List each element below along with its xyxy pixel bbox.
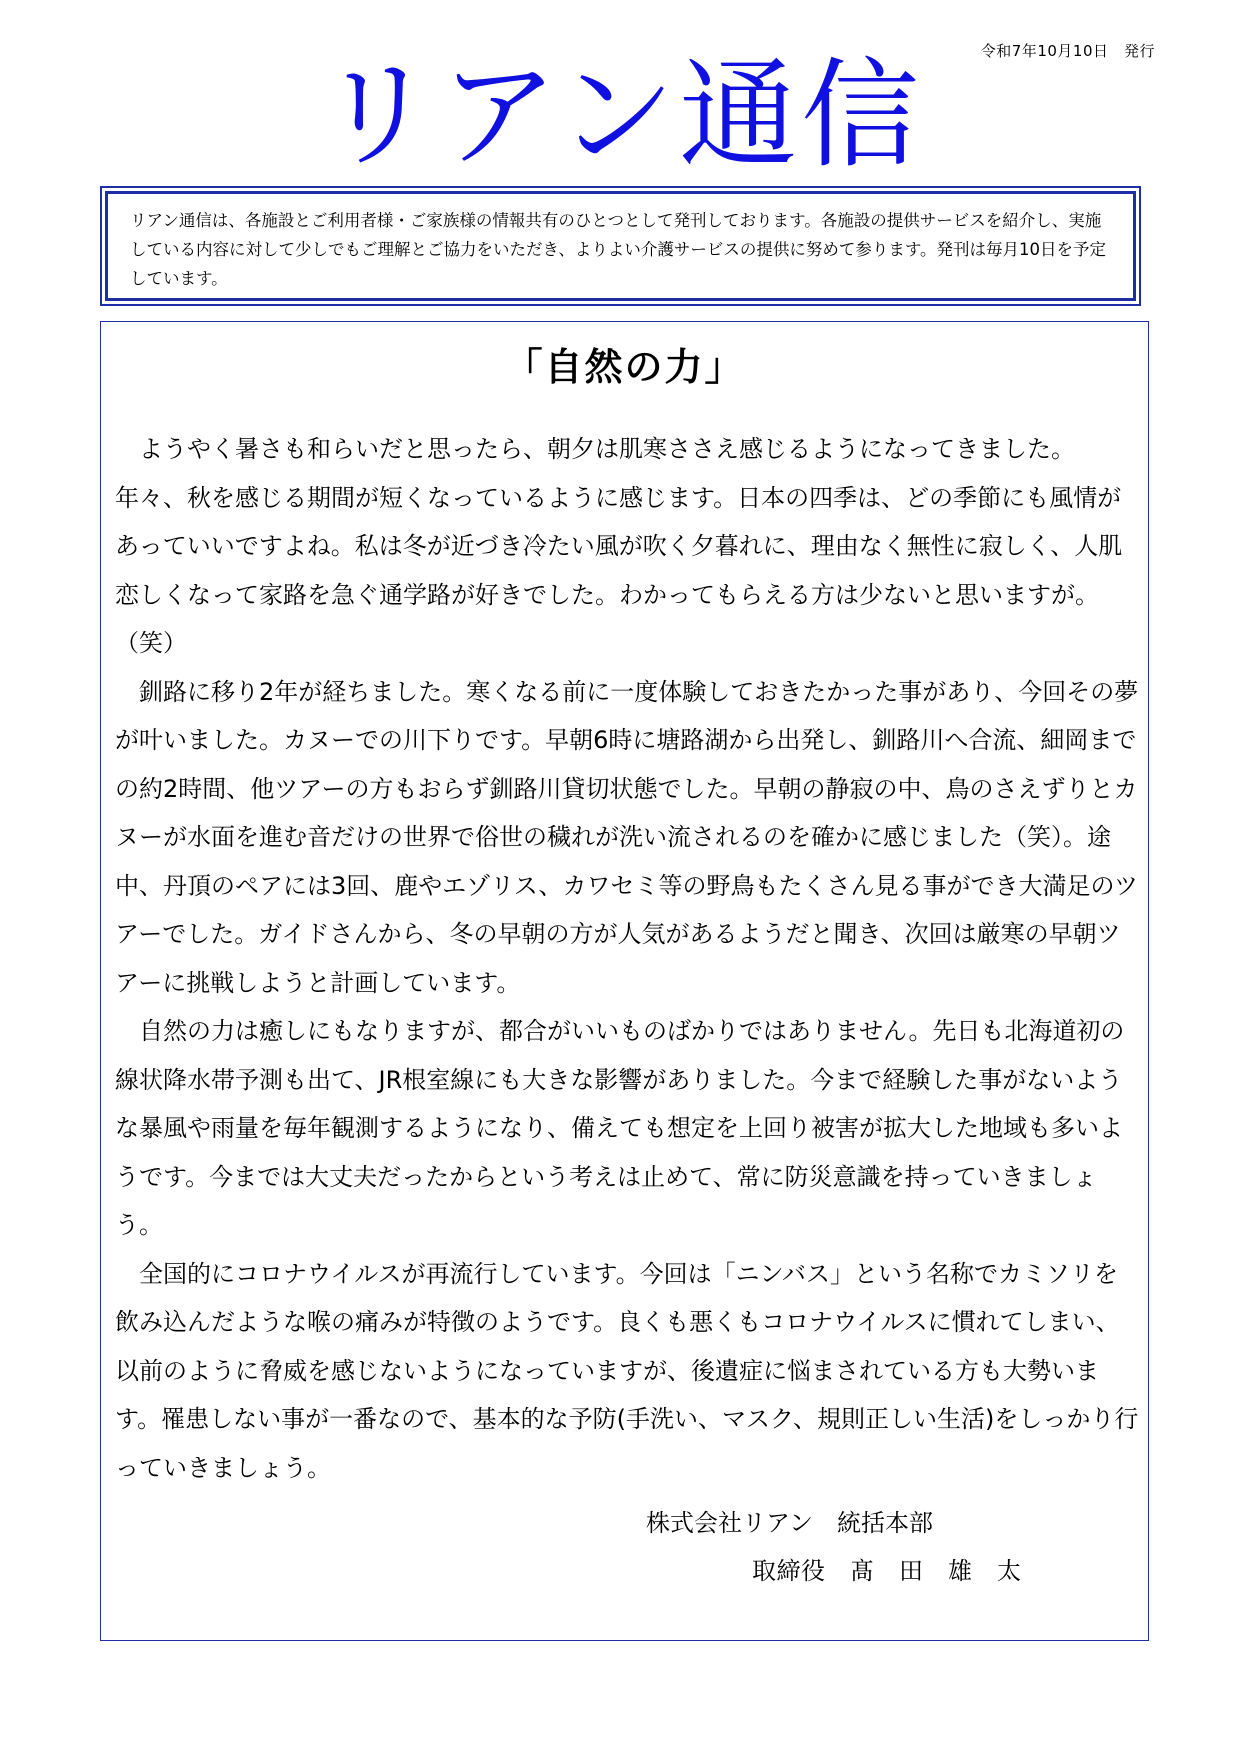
intro-box: [100, 186, 1141, 306]
signature: [646, 1499, 1022, 1595]
issue-date: 令和7年10月10日 発行: [980, 42, 1155, 60]
article-title: 「自然の力」: [504, 345, 745, 389]
article-body: [115, 425, 1141, 1492]
article-paragraph: 全国的にコロナウイルスが再流行しています。今回は「ニンバス」という名称でカミソリを飲み込んだような喉の痛みが特徴のようです。良くも悪くもコロナウイルスに慣れてしまい、以前のように脅威を感じないようになっていますが、後遺症に悩まされている方も大勢います。罹患しない事が一番なので、基本的な予防(手洗い、マスク、規則正しい生活)をしっかり行っていきましょう。: [115, 1259, 1139, 1482]
article-paragraph: 釧路に移り2年が経ちました。寒くなる前に一度体験しておきたかった事があり、今回その夢が叶いました。カヌーでの川下りです。早朝6時に塘路湖から出発し、釧路川へ合流、細岡までの約2時間、他ツアーの方もおらず釧路川貸切状態でした。早朝の静寂の中、鳥のさえずりとカヌーが水面を進む音だけの世界で俗世の穢れが洗い流されるのを確かに感じました（笑）。途中、丹頂のペアには3回、鹿やエゾリス、カワセミ等の野鳥もたくさん見る事ができ大満足のツアーでした。ガイドさんから、冬の早朝の方が人気があるようだと聞き、次回は厳寒の早朝ツアーに挑戦しようと計画しています。: [115, 677, 1139, 997]
signature-person: 取締役 髙 田 雄 太: [752, 1557, 1022, 1585]
article-box: [100, 321, 1149, 1641]
article-paragraph: 自然の力は癒しにもなりますが、都合がいいものばかりではありません。先日も北海道初の線状降水帯予測も出て、JR根室線にも大きな影響がありました。今まで経験した事がないような暴風や雨量を毎年観測するようになり、備えても想定を上回り被害が拡大した地域も多いようです。今までは大丈夫だったからという考えは止めて、常に防災意識を持っていきましょう。: [115, 1017, 1125, 1239]
article-paragraph: ようやく暑さも和らいだと思ったら、朝夕は肌寒ささえ感じるようになってきました。年々、秋を感じる期間が短くなっているように感じます。日本の四季は、どの季節にも風情があっていいですよね。私は冬が近づき冷たい風が吹く夕暮れに、理由なく無性に寂しく、人肌恋しくなって家路を急ぐ通学路が好きでした。わかってもらえる方は少ないと思いますが。（笑）: [115, 435, 1123, 657]
newsletter-title: リアン通信: [317, 46, 924, 184]
signature-company: 株式会社リアン 統括本部: [646, 1509, 934, 1537]
intro-text: リアン通信は、各施設とご利用者様・ご家族様の情報共有のひとつとして発刊しております。各施設の提供サービスを紹介し、実施している内容に対して少しでもご理解とご協力をいただき、よりよい介護サービスの提供に努めて参ります。発刊は毎月10日を予定しています。: [105, 191, 1136, 301]
